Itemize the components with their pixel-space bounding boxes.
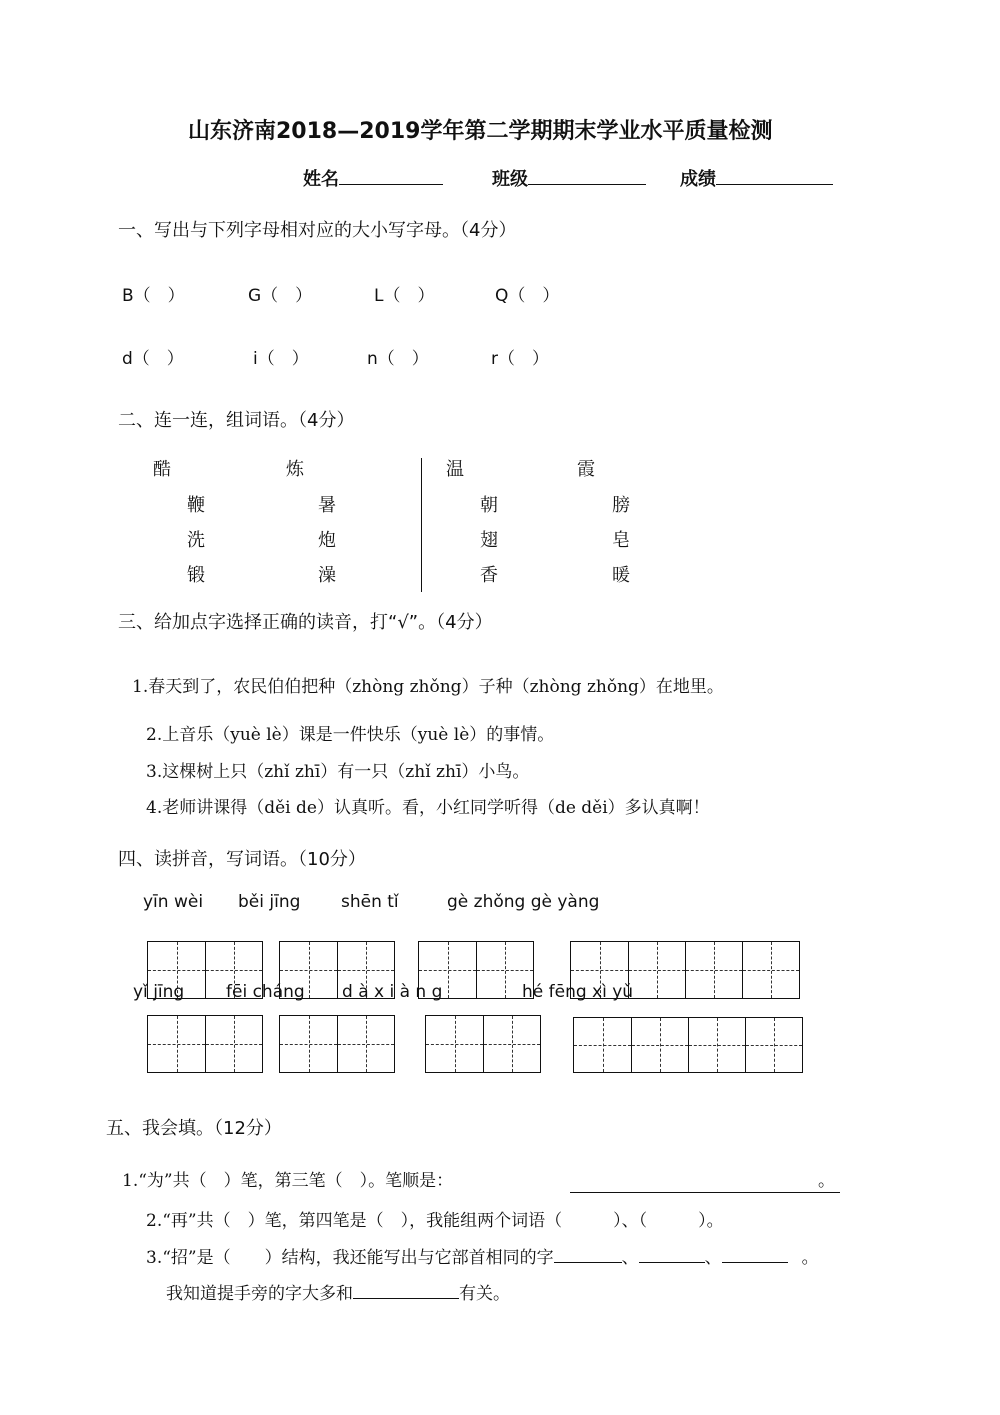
- letter-d[interactable]: d（ ）: [122, 349, 184, 369]
- grid-cell[interactable]: [574, 1018, 631, 1072]
- fill-question-3-end: 。: [801, 1248, 819, 1268]
- fill-question-3: [146, 1243, 819, 1268]
- radical-char-blank-3[interactable]: [722, 1244, 788, 1263]
- pinyin-question-3[interactable]: 3.这棵树上只（zhǐ zhī）有一只（zhǐ zhī）小鸟。: [146, 762, 530, 782]
- writing-grid-yi-jing[interactable]: [147, 1015, 263, 1073]
- fill-question-1-text: 1.“为”共（ ）笔，第三笔（ ）。笔顺是：: [122, 1171, 454, 1191]
- grid-cell[interactable]: [337, 1016, 394, 1072]
- char-left-1b[interactable]: 暑: [318, 495, 336, 516]
- fill-question-1-end: 。: [818, 1171, 835, 1191]
- radical-char-blank-2[interactable]: [639, 1244, 705, 1263]
- grid-cell[interactable]: [631, 1018, 688, 1072]
- char-right-2a[interactable]: 翅: [480, 530, 498, 551]
- section-4-heading: 四、读拼音，写词语。（10分）: [118, 849, 366, 870]
- pinyin-yin-wei: yīn wèi: [143, 892, 204, 912]
- char-right-3b[interactable]: 暖: [612, 565, 630, 586]
- page-title: 山东济南2018—2019学年第二学期期末学业水平质量检测: [188, 119, 773, 144]
- letter-q[interactable]: Q（ ）: [495, 286, 560, 306]
- pinyin-he-feng-xi-yu: hé fēng xì yǔ: [522, 982, 634, 1002]
- pinyin-ge-zhong-ge-yang: gè zhǒng gè yàng: [447, 892, 600, 912]
- grid-cell[interactable]: [148, 1016, 205, 1072]
- letter-r[interactable]: r（ ）: [491, 349, 549, 369]
- char-right-1b[interactable]: 膀: [612, 495, 630, 516]
- name-label: 姓名: [303, 169, 339, 190]
- fill-question-3-text: 3.“招”是（ ）结构，我还能写出与它部首相同的字: [146, 1248, 554, 1268]
- char-left-2b[interactable]: 炮: [318, 530, 336, 551]
- char-left-3b[interactable]: 澡: [318, 565, 336, 586]
- writing-grid-he-feng-xi-yu[interactable]: [573, 1017, 803, 1073]
- letter-n[interactable]: n（ ）: [367, 349, 429, 369]
- score-blank[interactable]: [716, 165, 833, 185]
- grid-cell[interactable]: [745, 1018, 802, 1072]
- grid-cell[interactable]: [483, 1016, 540, 1072]
- grid-cell[interactable]: [688, 1018, 745, 1072]
- section-3-heading: 三、给加点字选择正确的读音，打“√”。（4分）: [118, 612, 493, 633]
- name-blank[interactable]: [339, 165, 443, 185]
- grid-cell[interactable]: [685, 942, 742, 998]
- pinyin-question-4[interactable]: 4.老师讲课得（děi de）认真听。看，小红同学听得（de děi）多认真啊！: [146, 798, 710, 818]
- char-left-top-1[interactable]: 酷: [153, 459, 171, 480]
- pinyin-yi-jing: yǐ jīng: [133, 982, 185, 1002]
- section-2-heading: 二、连一连，组词语。（4分）: [118, 410, 355, 431]
- letter-b[interactable]: B（ ）: [122, 286, 185, 306]
- letter-l[interactable]: L（ ）: [374, 286, 435, 306]
- pinyin-da-xiang: d à x i à n g: [342, 982, 443, 1002]
- class-blank[interactable]: [528, 165, 646, 185]
- writing-grid-fei-chang[interactable]: [279, 1015, 395, 1073]
- grid-cell[interactable]: [742, 942, 799, 998]
- char-left-2a[interactable]: 洗: [187, 530, 205, 551]
- grid-cell[interactable]: [426, 1016, 483, 1072]
- separator: 、: [621, 1248, 639, 1268]
- char-right-2b[interactable]: 皂: [612, 530, 630, 551]
- char-left-3a[interactable]: 锻: [187, 565, 205, 586]
- meaning-blank[interactable]: [353, 1280, 459, 1299]
- char-left-1a[interactable]: 鞭: [187, 495, 205, 516]
- pinyin-question-2[interactable]: 2.上音乐（yuè lè）课是一件快乐（yuè lè）的事情。: [146, 725, 555, 745]
- section-1-heading: 一、写出与下列字母相对应的大小写字母。（4分）: [118, 220, 517, 241]
- name-field: [303, 165, 443, 191]
- fill-question-3b-text: 我知道提手旁的字大多和: [166, 1284, 353, 1304]
- score-label: 成绩: [680, 169, 716, 190]
- radical-char-blank-1[interactable]: [554, 1244, 622, 1263]
- char-right-top-1[interactable]: 温: [446, 459, 464, 480]
- pinyin-bei-jing: běi jīng: [238, 892, 301, 912]
- pinyin-question-1[interactable]: 1.春天到了，农民伯伯把种（zhòng zhǒng）子种（zhòng zhǒng）在地里。: [132, 677, 724, 697]
- fill-question-1: [122, 1166, 453, 1191]
- char-right-top-2[interactable]: 霞: [577, 459, 595, 480]
- char-left-top-2[interactable]: 炼: [286, 459, 304, 480]
- stroke-order-blank[interactable]: [570, 1192, 840, 1193]
- letter-g[interactable]: G（ ）: [248, 286, 313, 306]
- grid-cell[interactable]: [280, 1016, 337, 1072]
- separator: 、: [704, 1248, 722, 1268]
- char-right-3a[interactable]: 香: [480, 565, 498, 586]
- fill-question-2[interactable]: 2.“再”共（ ）笔，第四笔是（ ），我能组两个词语（ ）、（ ）。: [146, 1211, 724, 1231]
- section-5-heading: 五、我会填。（12分）: [106, 1118, 282, 1139]
- class-label: 班级: [492, 169, 528, 190]
- fill-question-3b: [166, 1279, 510, 1304]
- grid-cell[interactable]: [205, 1016, 262, 1072]
- fill-question-3b-end: 有关。: [459, 1284, 510, 1304]
- letter-i[interactable]: i（ ）: [253, 349, 309, 369]
- writing-grid-da-xiang[interactable]: [425, 1015, 541, 1073]
- char-right-1a[interactable]: 朝: [480, 495, 498, 516]
- class-field: [492, 165, 646, 191]
- grid-cell[interactable]: [628, 942, 685, 998]
- score-field: [680, 165, 833, 191]
- column-divider: [421, 458, 422, 592]
- pinyin-fei-chang: fēi cháng: [226, 982, 305, 1002]
- pinyin-shen-ti: shēn tǐ: [341, 892, 399, 912]
